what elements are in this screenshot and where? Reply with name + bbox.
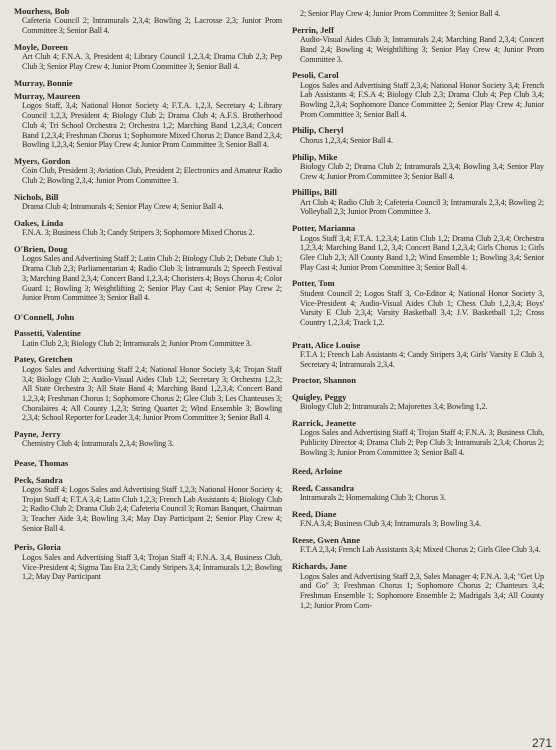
student-activities: Logos Staff 3,4; F.T.A. 1,2,3,4; Latin Club 1,2; Drama Club 2,3,4; Orchestra 1,2,3,4; Marching Band 1,2, 3,4; Concert Band 1,2,3,4; Girls Chorus 1; Girls Glee Club 2,3; All County Band 1,2; Wind Ensemble 1; Bowling 3,4; Senior Play Cast 4; Junior Prom Committee 3; Senior Ball 4. [300, 233, 544, 272]
student-entry [14, 312, 282, 322]
student-name: Rarrick, Jeanette [292, 417, 356, 428]
student-activities: F.N.A 3,4; Business Club 3,4; Intramurals 3; Bowling 3,4. [300, 519, 481, 529]
student-entry [292, 223, 544, 272]
student-name: Pease, Thomas [14, 458, 69, 469]
student-name: Mourhess, Bob [14, 6, 70, 16]
student-entry [292, 535, 544, 555]
student-name: Moyle, Doreen [14, 41, 68, 52]
student-activities: Drama Club 4; Intramurals 4; Senior Play Crew 4; Senior Ball 4. [22, 202, 224, 212]
student-activities: 2; Senior Play Crew 4; Junior Prom Committee 3; Senior Ball 4. [300, 9, 501, 18]
student-name: Richards, Jane [292, 561, 347, 572]
student-name: Patey, Gretchen [14, 354, 73, 365]
student-entry [14, 218, 282, 238]
student-activities: Biology Club 2; Intramurals 2; Majorettes 3,4; Bowling 1,2. [300, 402, 488, 412]
student-entry [14, 429, 282, 449]
student-entry [292, 187, 544, 217]
student-name: Reed, Arloine [292, 466, 343, 477]
student-activities: Logos Sales and Advertising Staff 3,4; Trojan Staff 4; F.N.A. 3,4, Business Club, Vice-President 4; Sigma Tau Eta 2,3; Candy Stripers 3,4; Intramurals 1,2; Bowling 1,2; May Day Participant [22, 552, 282, 582]
student-activities: Logos Sales and Advertising Staff 2,3, Sales Manager 4; F.N.A. 3,4; "Get Up and Go" 3; Freshman Chorus 1; Sophomore Chorus 2; Chanteurs 3,4; Freshman Ensemble 1; Sophomore Ensemble 2; Madrigals 3,4; All County 1,2; Junior Prom Com- [300, 571, 544, 610]
student-activities: Logos Sales and Advertising Staff 2,4; National Honor Society 3,4; Trojan Staff 3,4; Biology Club 2; Audio-Visual Aides Club 1,2, Secretary 3; Orchestra 1,2,3; All State Orchestra 3; All State Band 4; Marching Band 1,2,3,4; Concert Band 1,2,3,4; Freshman Chorus 1; Sophomore Chorus 2; Glee Club 3; Les Chanteuses 3; Choralaires 4; All County 1,2,3; String Quartet 2; Wind Ensemble 3; Bowling 2,3,4; School Reporter for Leader 3,4; Junior Prom Committee 3; Senior Ball 4. [22, 364, 282, 423]
student-activities: Logos Staff, 3,4; National Honor Society 4; F.T.A. 1,2,3, Secretary 4; Library Council 1,2,3, President 4; Biology Club 2; Drama Club 4; A.F.S. Brotherhood Club 4; Tri School Orchestra 2; Orchestra 1,2; Marching Band 1,2,3,4; Concert Band 1,2,3,4; Freshman Chorus 1; Sophomore Mixed Chorus 2; Dance Band 2,3,4; Bowling 1,2,3,4; Senior Play Crew 4; Junior Prom Committee 3; Senior Ball 4. [22, 101, 282, 150]
student-name: Reese, Gwen Anne [292, 535, 361, 546]
student-entry [14, 244, 282, 303]
left-column [14, 3, 282, 582]
student-activities: Logos Sales and Advertising Staff 2,3,4; National Honor Society 3,4; French Lab Assistants 4; F.S.A 4; Biology Club 2,3; Drama Club 4; Pep Club 3,4; Bowling 2,3,4; Sophomore Dance Committee 2; Senior Play Crew 4; Junior Prom Committee 3; Senior Ball 4. [300, 80, 544, 119]
student-name: Murray, Bonnie [14, 77, 73, 88]
student-entry [292, 278, 544, 327]
student-entry [14, 78, 282, 88]
student-activities: F.N.A. 3; Business Club 3; Candy Stripers 3; Sophomore Mixed Chorus 2. [22, 228, 255, 238]
student-activities: Logos Staff 4; Logos Sales and Advertising Staff 1,2,3; National Honor Society 4; Trojan Staff 4; F.T.A 3,4; Latin Club 1,2,3; French Lab Assistants 4; Biology Club 2; Radio Club 2; Drama Club 2,4; Cafeteria Council 3; Roman Banquet, Chairman 3; Teacher Aide 3,4; Bowling 3,4; May Day Participant 2; Senior Play Crew 4; Senior Ball 4. [22, 484, 282, 533]
student-name: Potter, Tom [292, 278, 335, 289]
student-name: Pratt, Alice Louise [292, 339, 361, 350]
student-entry [14, 91, 282, 150]
student-entry [14, 354, 282, 423]
student-activities: Chemistry Club 4; Intramurals 2,3,4; Bowling 3. [22, 439, 174, 449]
student-entry [14, 6, 282, 36]
student-activities: Biology Club 2; Drama Club 2; Intramurals 2,3,4; Bowling 3,4; Senior Play Crew 4; Junior Prom Committee 3; Senior Ball 4. [300, 161, 544, 181]
student-entry [292, 9, 544, 19]
student-name: O'Brien, Doug [14, 243, 68, 254]
student-entry [292, 466, 544, 476]
student-activities: Latin Club 2,3; Biology Club 2; Intramurals 2; Junior Prom Committee 3. [22, 338, 252, 348]
student-name: Philip, Mike [292, 151, 338, 162]
student-activities: Coin Club, President 3; Aviation Club, President 2; Electronics and Amateur Radio Club 2; Bowling 2,3,4; Junior Prom Committee 3. [22, 166, 282, 186]
student-entry [14, 542, 282, 582]
student-entry [292, 375, 544, 385]
right-column [292, 3, 544, 610]
student-entry [292, 509, 544, 529]
student-activities: F.T.A 2,3,4; French Lab Assistants 3,4; Mixed Chorus 2; Girls Glee Club 3,4. [300, 545, 541, 555]
student-entry [14, 192, 282, 212]
student-entry [292, 392, 544, 412]
student-name: Phillips, Bill [292, 187, 337, 198]
student-name: Myers, Gordon [14, 155, 71, 166]
student-name: Oakes, Linda [14, 217, 64, 228]
student-name: Reed, Diane [292, 508, 337, 519]
student-entry [292, 483, 544, 503]
student-name: Payne, Jerry [14, 429, 61, 440]
student-activities: Intramurals 2; Homemaking Club 3; Chorus 3. [300, 493, 446, 503]
student-name: Reed, Cassandra [292, 482, 355, 493]
student-entry [292, 25, 544, 65]
student-activities: Cafeteria Council 2; Intramurals 2,3,4; Bowling 2; Lacrosse 2,3; Junior Prom Committee 3; Senior Ball 4. [22, 16, 282, 36]
student-name: Philip, Cheryl [292, 125, 344, 136]
student-activities: Audio-Visual Aides Club 3; Intramurals 2,4; Marching Band 2,3,4; Concert Band 2,4; Bowling 4; Weightlifting 3; Senior Play Crew 4; Junior Prom Committee 3. [300, 35, 544, 64]
student-activities: Art Club 4; F.N.A. 3, President 4; Library Council 1,2,3,4; Drama Club 2,3; Pep Club 3; Senior Play Crew 4; Junior Prom Committee 3; Senior Ball 4. [22, 52, 282, 71]
student-name: Pesoli, Carol [292, 70, 339, 81]
student-name: Proctor, Shannon [292, 375, 356, 386]
student-activities: Chorus 1,2,3,4; Senior Ball 4. [300, 135, 393, 145]
student-entry [292, 418, 544, 458]
student-activities: Logos Sales and Advertising Staff 4; Trojan Staff 4; F.N.A. 3; Business Club, Publicity Director 4; Drama Club 2; Pep Club 3; Intramurals 2,3,4; Chorus 2; Bowling 3; Junior Prom Committee 3; Senior Ball 4. [300, 428, 544, 457]
student-name: Quigley, Peggy [292, 391, 347, 402]
page-number: 271 [531, 736, 552, 750]
student-name: Potter, Marianna [292, 223, 356, 234]
student-entry [14, 156, 282, 186]
student-entry [14, 458, 282, 468]
student-name: Peris, Gloria [14, 542, 61, 553]
student-name: Nichols, Bill [14, 191, 59, 202]
student-entry [292, 561, 544, 610]
student-entry [292, 340, 544, 370]
student-entry [14, 42, 282, 72]
student-entry [292, 70, 544, 119]
student-activities: Student Council 2; Logos Staff 3, Co-Editor 4; National Honor Society 3, Vice-President 4; Audio-Visual Aides Club 1; Chess Club 1,2,3,4; Boys' Varsity E Club 2,3,4; Varsity Basketball 3,4; J.V. Basketball 1,2; Cross Country 1,2,3,4; Track 1,2. [300, 288, 544, 327]
student-name: Peck, Sandra [14, 474, 63, 485]
student-name: O'Connell, John [14, 311, 75, 322]
student-name: Murray, Maureen [14, 91, 81, 102]
student-activities: F.T.A 1; French Lab Assistants 4; Candy Stripers 3,4; Girls' Varsity E Club 3, Secretary 4; Intramurals 2,3,4. [300, 350, 544, 369]
student-name: Perrin, Jeff [292, 24, 334, 35]
student-entry [14, 328, 282, 348]
student-activities: Art Club 4; Radio Club 3; Cafeteria Council 3; Intramurals 2,3,4; Bowling 2; Volleyball 2,3; Junior Prom Committee 3. [300, 197, 544, 217]
student-activities: Logos Sales and Advertising Staff 2; Latin Club 2; Biology Club 2; Debate Club 1; Drama Club 2,3; Parliamentarian 4; Radio Club 3; Intramurals 2; Speech Festival 3; Marching Band 2,3,4; Concert Band 1,2,3,4; Choristers 4; Boys Chorus 4; Color Guard 1; Bowling 3; Weightlifting 2; Senior Play Cast 4; Senior Play Crew 2; Junior Prom Committee 3; Senior Ball 4. [22, 254, 282, 303]
student-name: Passetti, Valentine [14, 328, 81, 339]
student-entry [14, 475, 282, 534]
student-entry [292, 152, 544, 182]
student-entry [292, 125, 544, 145]
